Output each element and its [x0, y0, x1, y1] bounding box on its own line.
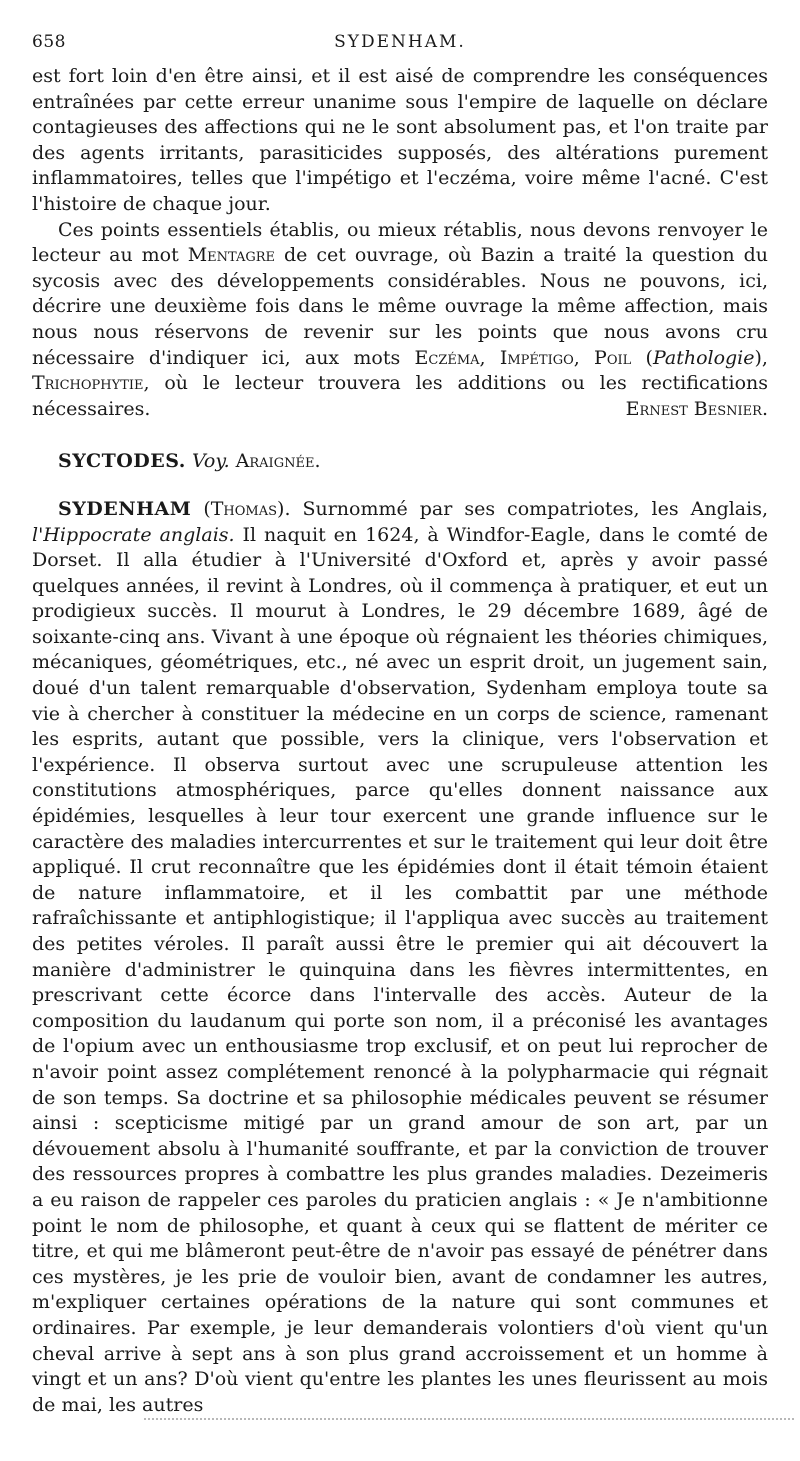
- syctodes-entry: [32, 449, 768, 475]
- running-title: SYDENHAM.: [334, 32, 466, 52]
- cross-reference-impetigo: Impétigo: [499, 346, 574, 369]
- page-body: [32, 64, 768, 1418]
- previous-entry-paragraph-2: [32, 218, 768, 423]
- faint-bleed-through-line: [144, 1418, 794, 1424]
- previous-entry-paragraph-1: est fort loin d'en être ainsi, et il est aisé de comprendre les conséquences entraînées par cette erreur unanime sous l'empire de laquelle on déclare contagieuses des affections qui ne le sont absolument pas, et l'on traite par des agents irritants, parasiticides supposés, des altérations purement inflammatoires, telles que l'impétigo et l'eczéma, voire même l'acné. C'est l'histoire de chaque jour.: [32, 65, 768, 215]
- text-run: (: [191, 497, 211, 520]
- cross-reference-mentagre: Mentagre: [187, 244, 276, 267]
- text-run: , où le lecteur trouvera les additions ou les rectifications nécessaires.: [32, 372, 768, 420]
- italic-pathologie: Pathologie: [652, 346, 755, 369]
- cross-reference-trichophytie: Trichophytie: [32, 372, 144, 395]
- given-name: Thomas: [210, 497, 278, 520]
- entry-spacer: [32, 475, 768, 497]
- page-number: 658: [32, 32, 66, 52]
- entry-spacer: [32, 422, 768, 449]
- entry-body-text: Il naquit en 1624, à Windfor-Eagle, dans le comté de Dorset. Il alla étudier à l'Université d'Oxford et, après y avoir passé quelques années, il revint à Londres, où il commença à pratiquer, et eut un prodigieux succès. Il mourut à Londres, le 29 décembre 1689, âgé de soixante-cinq ans. Vivant à une époque où régnaient les théories chimiques, mécaniques, géométriques, etc., né avec un esprit droit, un jugement sain, doué d'un talent remarquable d'observation, Sydenham employa toute sa vie à chercher à constituer la médecine en un corps de science, ramenant les esprits, autant que possible, vers la clinique, vers l'observation et l'expérience. Il observa surtout avec une scrupuleuse attention les constitutions atmosphériques, parce qu'elles donnent naissance aux épidémies, lesquelles à leur tour exercent une grande influence sur le caractère des maladies intercurrentes et sur le traitement qui leur doit être appliqué. Il crut reconnaître que les épidémies dont il était témoin étaient de nature inflammatoire, et il les combattit par une méthode rafraîchissante et antiphlogistique; il l'appliqua avec succès au traitement des petites véroles. Il paraît aussi être le premier qui ait découvert la manière d'administrer le quinquina dans les fièvres intermittentes, en prescrivant cette écorce dans l'intervalle des accès. Auteur de la composition du laudanum qui porte son nom, il a préconisé les avantages de l'opium avec un enthousiasme trop exclusif, et on peut lui reprocher de n'avoir point assez complétement renoncé à la polypharmacie qui régnait de son temps. Sa doctrine et sa philosophie médicales peuvent se résumer ainsi : scepticisme mitigé par un grand amour de son art, par un dévouement absolu à l'humanité souffrante, et par la conviction de trouver des ressources propres à combattre les plus grandes maladies. Dezeimeris a eu raison de rappeler ces paroles du praticien anglais : « Je n'ambitionne point le nom de philosophe, et quant à ceux qui se flattent de mériter ce titre, et qui me blâmeront peut-être de n'avoir pas essayé de pénétrer dans ces mystères, je les prie de vouloir bien, avant de condamner les autres, m'expliquer certaines opérations de la nature qui sont communes et ordinaires. Par exemple, je leur demanderais volontiers d'où vient qu'un cheval arrive à sept ans à son plus grand accroissement et un homme à vingt et un ans? D'où vient qu'entre les plantes les unes fleurissent au mois de mai, les autres: [32, 523, 769, 1416]
- text-run: ). Surnommé par ses compatriotes, les Anglais,: [277, 497, 768, 520]
- text-run: ,: [479, 346, 500, 369]
- text-run: ),: [754, 346, 768, 369]
- see-reference: Voy.: [191, 450, 230, 473]
- cross-reference-poil: Poil: [594, 346, 632, 369]
- sydenham-entry: [32, 497, 768, 1418]
- text-run: Ces points essentiels établis, ou mieux rétablis, nous devons renvoyer le lecteur au mot: [32, 218, 768, 267]
- page-header: [32, 32, 768, 58]
- text-run: de cet ouvrage, où Bazin a traité la question du sycosis avec des développements considérables. Nous ne pouvons, ici, décrire une deuxième fois dans le même ouvrage la même affection, mais nous nous réservons de revenir sur les points que nous avons cru nécessaire d'indiquer ici, aux mots: [32, 244, 768, 369]
- cross-reference-araignee: Araignée: [235, 450, 315, 473]
- cross-reference-eczema: Eczéma: [414, 346, 480, 369]
- italic-epithet: l'Hippocrate anglais.: [32, 523, 235, 546]
- text-run: .: [314, 450, 321, 473]
- headword-sydenham: SYDENHAM: [58, 497, 192, 520]
- book-page: [32, 0, 768, 1461]
- text-run: ,: [573, 346, 595, 369]
- headword-syctodes: SYCTODES.: [58, 450, 186, 473]
- author-signature: Ernest Besnier.: [625, 397, 768, 420]
- text-run: (: [631, 346, 653, 369]
